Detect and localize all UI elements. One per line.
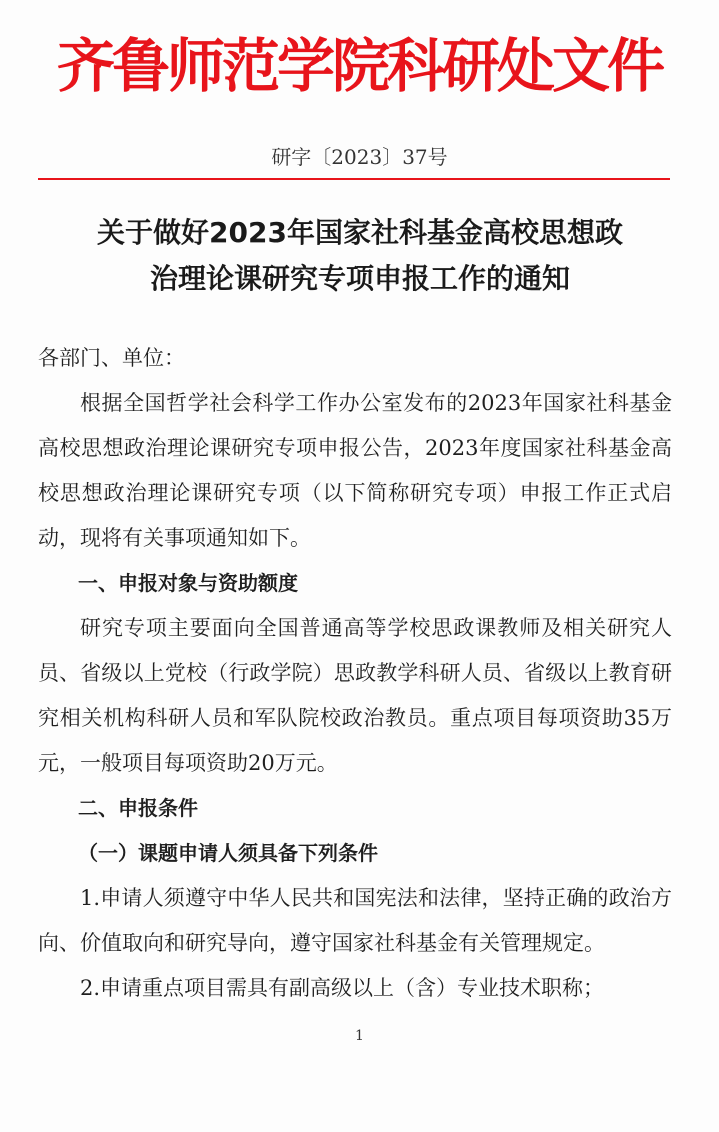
section-1-paragraph: 研究专项主要面向全国普通高等学校思政课教师及相关研究人员、省级以上党校（行政学院）思政教学科研人员、省级以上教育研究相关机构科研人员和军队院校政治教员。重点项目每项资助35万元，一般项目每项资助20万元。 [38,616,672,775]
document-body [38,336,672,1011]
intro-paragraph: 根据全国哲学社会科学工作办公室发布的2023年国家社科基金高校思想政治理论课研究专项申报公告，2023年度国家社科基金高校思想政治理论课研究专项（以下简称研究专项）申报工作正式启动，现将有关事项通知如下。 [38,391,672,550]
condition-item-1: 1.申请人须遵守中华人民共和国宪法和法律，坚持正确的政治方向、价值取向和研究导向，遵守国家社科基金有关管理规定。 [38,886,672,955]
masthead-title: 齐鲁师范学院科研处文件 [56,32,662,100]
condition-item-2: 2.申请重点项目需具有副高级以上（含）专业技术职称； [80,976,605,1000]
section-2-heading: 二、申报条件 [78,796,198,820]
notice-title-line-2: 治理论课研究专项申报工作的通知 [149,262,570,295]
section-2-subheading: （一）课题申请人须具备下列条件 [78,841,378,865]
notice-title [24,210,696,302]
page-number: 1 [355,1028,364,1044]
salutation: 各部门、单位： [38,346,185,370]
section-1-heading: 一、申报对象与资助额度 [78,571,298,595]
document-number: 研字〔2023〕37号 [271,145,448,169]
red-divider-rule [38,178,670,180]
notice-title-line-1: 关于做好2023年国家社科基金高校思想政 [97,216,623,249]
